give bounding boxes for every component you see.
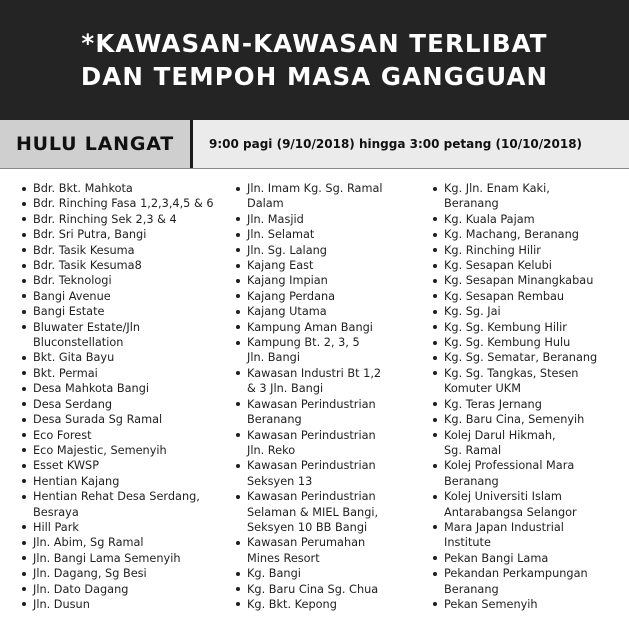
area-name: Seksyen 13: [247, 474, 313, 488]
area-list-item: [20, 551, 230, 566]
area-name: Kg. Jln. Enam Kaki,: [444, 182, 550, 195]
area-name: Bluwater Estate/Jln: [33, 320, 141, 334]
area-name: Kampung Aman Bangi: [247, 320, 373, 334]
area-list-item: [234, 181, 434, 212]
announcement-header: [0, 0, 629, 120]
area-list-item: [20, 443, 230, 458]
header-title-line-2: DAN TEMPOH MASA GANGGUAN: [80, 62, 549, 91]
area-name: Institute: [444, 536, 491, 550]
area-list-item: [20, 227, 230, 242]
header-title-line-1: *KAWASAN-KAWASAN TERLIBAT: [81, 29, 548, 58]
area-list-item: [20, 489, 230, 520]
area-name: Pekan Semenyih: [444, 597, 538, 611]
area-name: Jln. Masjid: [247, 212, 304, 226]
area-list-item: [20, 320, 230, 351]
area-name: Beranang: [247, 413, 302, 427]
area-list-item: [20, 196, 230, 211]
area-list-item: [234, 582, 434, 597]
area-list-item: [234, 258, 434, 273]
area-list-item: [234, 366, 434, 397]
area-list-item: [431, 273, 626, 288]
area-name: Kg. Sesapan Minangkabau: [444, 274, 594, 288]
area-name: Kg. Sg. Kembung Hulu: [444, 336, 571, 350]
area-column-1: [20, 181, 230, 612]
area-list-item: [234, 458, 434, 489]
area-list-item: [234, 566, 434, 581]
area-name: Sg. Ramal: [444, 443, 502, 457]
disruption-period: 9:00 pagi (9/10/2018) hingga 3:00 petang (10/10/2018): [193, 120, 629, 168]
area-name: Bkt. Gita Bayu: [33, 351, 115, 365]
area-name: Beranang: [444, 474, 499, 488]
area-list-item: [431, 350, 626, 365]
area-list-item: [20, 381, 230, 396]
area-list-item: [20, 520, 230, 535]
area-name: Kolej Darul Hikmah,: [444, 428, 556, 442]
area-name: Bdr. Rinching Sek 2,3 & 4: [33, 212, 177, 226]
area-name: Kg. Sg. Tangkas, Stesen: [444, 366, 579, 380]
area-name: Kg. Bangi: [247, 567, 301, 581]
area-list-item: [20, 597, 230, 612]
area-list-item: [234, 428, 434, 459]
area-list-item: [20, 412, 230, 427]
area-name: Esset KWSP: [33, 459, 100, 473]
area-name: Kawasan Perindustrian: [247, 397, 376, 411]
area-list-item: [431, 258, 626, 273]
region-name: HULU LANGAT: [0, 120, 193, 168]
area-name: Mines Resort: [247, 551, 320, 565]
area-list-item: [431, 304, 626, 319]
area-name: Bdr. Teknologi: [33, 274, 112, 288]
area-name: Jln. Bangi Lama Semenyih: [33, 551, 181, 565]
area-list-item: [20, 458, 230, 473]
area-list-item: [20, 304, 230, 319]
area-list-item: [234, 243, 434, 258]
area-name: Jln. Dusun: [33, 597, 90, 611]
area-name: & 3 Jln. Bangi: [247, 382, 324, 396]
area-name: Jln. Abim, Sg Ramal: [33, 536, 144, 550]
area-list-item: [431, 227, 626, 242]
area-list-item: [234, 597, 434, 612]
area-name: Kawasan Perindustrian: [247, 459, 376, 473]
area-name: Jln. Imam Kg. Sg. Ramal: [247, 182, 383, 195]
area-list-item: [431, 520, 626, 551]
area-list-item: [234, 489, 434, 535]
area-list-item: [20, 535, 230, 550]
area-name: Kg. Baru Cina, Semenyih: [444, 413, 585, 427]
area-name: Kampung Bt. 2, 3, 5: [247, 336, 360, 350]
area-name: Bdr. Tasik Kesuma: [33, 243, 135, 257]
area-name: Bdr. Sri Putra, Bangi: [33, 228, 147, 242]
area-list-item: [431, 428, 626, 459]
area-name: Hill Park: [33, 520, 79, 534]
area-list-item: [431, 412, 626, 427]
area-name: Beranang: [444, 582, 499, 596]
area-list-item: [431, 458, 626, 489]
area-name: Selaman & MIEL Bangi,: [247, 505, 379, 519]
area-list-item: [234, 535, 434, 566]
area-name: Kolej Universiti Islam: [444, 490, 562, 504]
area-name: Kajang East: [247, 259, 314, 273]
area-name: Jln. Dagang, Sg Besi: [33, 567, 147, 581]
area-name: Hentian Kajang: [33, 474, 120, 488]
area-list-item: [234, 289, 434, 304]
area-name: Jln. Bangi: [247, 351, 300, 365]
area-name: Desa Serdang: [33, 397, 113, 411]
area-name: Kawasan Perindustrian: [247, 428, 376, 442]
area-name: Kajang Impian: [247, 274, 328, 288]
area-list-item: [20, 289, 230, 304]
area-name: Kg. Bkt. Kepong: [247, 597, 337, 611]
area-name: Eco Majestic, Semenyih: [33, 443, 167, 457]
area-name: Eco Forest: [33, 428, 92, 442]
area-name: Bdr. Bkt. Mahkota: [33, 182, 133, 195]
area-name: Kg. Sg. Kembung Hilir: [444, 320, 567, 334]
area-list-item: [431, 212, 626, 227]
area-name: Komuter UKM: [444, 382, 521, 396]
area-name: Kg. Teras Jernang: [444, 397, 542, 411]
area-list-item: [234, 335, 434, 366]
area-name: Hentian Rehat Desa Serdang,: [33, 490, 200, 504]
area-list-item: [20, 397, 230, 412]
area-list-item: [20, 350, 230, 365]
area-list-item: [20, 428, 230, 443]
area-list-item: [20, 474, 230, 489]
area-name: Kg. Machang, Beranang: [444, 228, 579, 242]
area-name: Jln. Selamat: [247, 228, 315, 242]
area-list-item: [431, 335, 626, 350]
area-name: Bdr. Tasik Kesuma8: [33, 259, 142, 273]
area-name: Kawasan Industri Bt 1,2: [247, 366, 382, 380]
area-name: Beranang: [444, 197, 499, 211]
area-name: Desa Surada Sg Ramal: [33, 413, 163, 427]
area-list-item: [20, 582, 230, 597]
area-name: Kg. Kuala Pajam: [444, 212, 535, 226]
area-list-item: [20, 273, 230, 288]
area-column-2: [234, 181, 434, 612]
area-column-3: [431, 181, 626, 612]
area-name: Kg. Sesapan Rembau: [444, 289, 565, 303]
area-name: Bangi Avenue: [33, 289, 111, 303]
area-list-item: [431, 397, 626, 412]
area-list-item: [20, 243, 230, 258]
area-list-item: [20, 258, 230, 273]
area-list-item: [431, 289, 626, 304]
area-list-item: [431, 243, 626, 258]
area-name: Bangi Estate: [33, 305, 105, 319]
area-list-item: [234, 320, 434, 335]
area-name: Kg. Sesapan Kelubi: [444, 259, 552, 273]
area-name: Desa Mahkota Bangi: [33, 382, 150, 396]
area-name: Seksyen 10 BB Bangi: [247, 520, 368, 534]
area-name: Kg. Sg. Jai: [444, 305, 501, 319]
area-name: Kg. Sg. Sematar, Beranang: [444, 351, 598, 365]
area-name: Kolej Professional Mara: [444, 459, 575, 473]
area-name: Kg. Rinching Hilir: [444, 243, 541, 257]
area-list-item: [431, 320, 626, 335]
area-list-item: [20, 566, 230, 581]
area-name: Kg. Baru Cina Sg. Chua: [247, 582, 379, 596]
area-name: Bkt. Permai: [33, 366, 98, 380]
area-name: Bdr. Rinching Fasa 1,2,3,4,5 & 6: [33, 197, 214, 211]
area-name: Kawasan Perumahan: [247, 536, 366, 550]
area-list-item: [234, 212, 434, 227]
area-list-item: [431, 366, 626, 397]
area-name: Dalam: [247, 197, 284, 211]
area-list-item: [431, 489, 626, 520]
area-name: Bluconstellation: [33, 336, 124, 350]
region-bar: [0, 120, 629, 169]
area-name: Jln. Reko: [247, 443, 296, 457]
area-list-item: [20, 181, 230, 196]
area-list-item: [234, 397, 434, 428]
area-name: Jln. Dato Dagang: [33, 582, 129, 596]
area-list-item: [431, 181, 626, 212]
area-name: Kajang Utama: [247, 305, 327, 319]
area-list-item: [20, 366, 230, 381]
area-list-item: [431, 551, 626, 566]
area-name: Kawasan Perindustrian: [247, 490, 376, 504]
area-name: Antarabangsa Selangor: [444, 505, 577, 519]
area-name: Kajang Perdana: [247, 289, 336, 303]
area-list-item: [431, 566, 626, 597]
area-list-item: [234, 227, 434, 242]
area-name: Pekandan Perkampungan: [444, 567, 588, 581]
area-list-item: [234, 273, 434, 288]
area-list-item: [20, 212, 230, 227]
area-name: Jln. Sg. Lalang: [247, 243, 327, 257]
area-list-item: [234, 304, 434, 319]
area-list-item: [431, 597, 626, 612]
area-name: Pekan Bangi Lama: [444, 551, 549, 565]
area-name: Besraya: [33, 505, 79, 519]
area-name: Mara Japan Industrial: [444, 520, 564, 534]
